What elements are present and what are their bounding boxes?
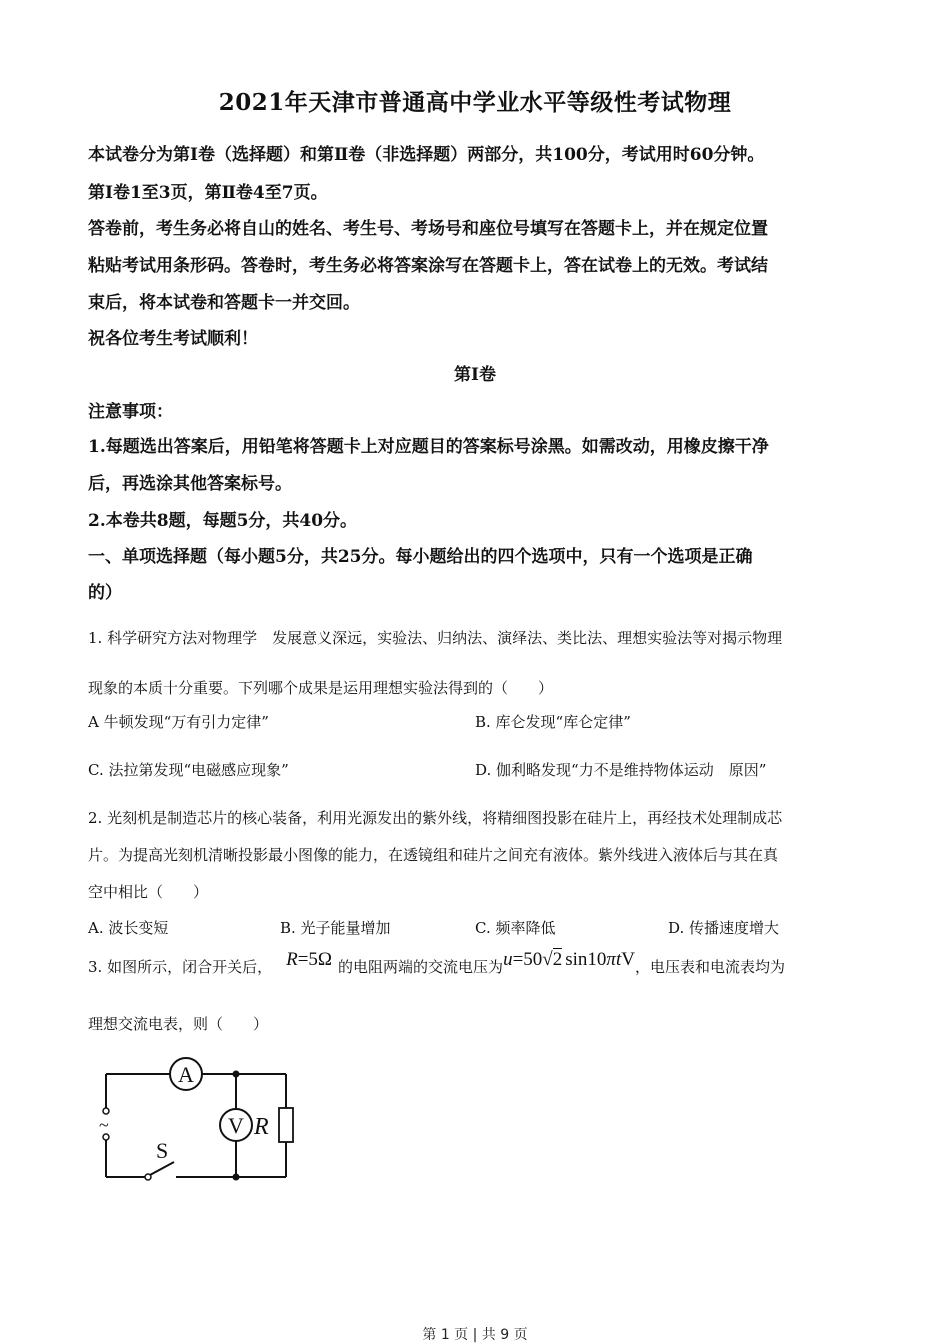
notes-line: 后，再选涂其他答案标号。: [88, 474, 292, 494]
intro-line: 第Ⅰ卷1至3页，第Ⅱ卷4至7页。: [88, 183, 328, 203]
question-3-text-b: 的电阻两端的交流电压为: [338, 958, 504, 976]
intro-line: 答卷前，考生务必将自山的姓名、考生号、考场号和座位号填写在答题卡上，并在规定位置: [88, 219, 768, 239]
voltage-var: u: [503, 949, 513, 970]
section-title: 第Ⅰ卷: [454, 365, 496, 385]
resistance-var: R: [286, 949, 298, 970]
intro-line: 本试卷分为第Ⅰ卷（选择题）和第Ⅱ卷（非选择题）两部分，共100分，考试用时60分钟。: [88, 145, 765, 165]
intro-line: 束后，将本试卷和答题卡一并交回。: [88, 293, 360, 313]
voltmeter-label: V: [228, 1113, 244, 1138]
question-2-text: 片。为提高光刻机清晰投影最小图像的能力，在透镜组和硅片之间充有液体。紫外线进入液体后与其在真: [88, 846, 779, 864]
question-2-option-b[interactable]: B. 光子能量增加: [280, 919, 391, 937]
page-title: 2021年天津市普通高中学业水平等级性考试物理: [218, 89, 732, 116]
ac-source-icon: ~: [99, 1115, 109, 1135]
voltage-pi: π: [606, 949, 616, 970]
question-2-option-d[interactable]: D. 传播速度增大: [668, 919, 780, 937]
question-3-text-c: ，电压表和电流表均为: [634, 958, 785, 976]
question-3-text-a: 3. 如图所示，闭合开关后，: [88, 958, 273, 976]
question-1-option-b[interactable]: B. 库仑发现“库仑定律”: [475, 713, 631, 731]
intro-line: 粘贴考试用条形码。答卷时，考生务必将答案涂写在答题卡上，答在试卷上的无效。考试结: [88, 256, 768, 276]
voltage-unit: V: [621, 949, 635, 970]
question-1-option-a[interactable]: A 牛顿发现“万有引力定律”: [88, 713, 269, 731]
question-2-text: 2. 光刻机是制造芯片的核心装备，利用光源发出的紫外线，将精细图投影在硅片上，再经技术处理制成芯: [88, 809, 783, 827]
question-1-text: 现象的本质十分重要。下列哪个成果是运用理想实验法得到的（ ）: [88, 679, 554, 697]
resistance-val: =5Ω: [297, 949, 333, 970]
question-3-text: [88, 949, 785, 977]
question-1-text: 1. 科学研究方法对物理学 发展意义深远，实验法、归纳法、演绎法、类比法、理想实验法等对揭示物理: [88, 629, 783, 647]
voltage-formula: [503, 949, 635, 971]
ammeter-label: A: [178, 1062, 194, 1087]
question-2-option-a[interactable]: A. 波长变短: [88, 919, 169, 937]
notes-line: 1.每题选出答案后，用铅笔将答题卡上对应题目的答案标号涂黑。如需改动，用橡皮擦干净: [88, 437, 769, 457]
voltage-coef: =50: [512, 949, 543, 970]
part-heading: 的）: [88, 583, 122, 603]
page-footer: 第 1 页 | 共 9 页: [422, 1327, 528, 1343]
switch-label: S: [156, 1138, 169, 1163]
part-heading: 一、单项选择题（每小题5分，共25分。每小题给出的四个选项中，只有一个选项是正确: [88, 547, 753, 567]
resistor-label: R: [254, 1114, 269, 1140]
voltage-sin: sin10: [565, 949, 607, 970]
sqrt-symbol: √: [542, 949, 553, 970]
question-2-text: 空中相比（ ）: [88, 883, 209, 901]
question-1-option-c[interactable]: C. 法拉第发现“电磁感应现象”: [88, 761, 289, 779]
question-3-text: 理想交流电表，则（ ）: [88, 1015, 269, 1033]
notes-heading: 注意事项：: [88, 402, 173, 422]
question-1-option-d[interactable]: D. 伽利略发现“力不是维持物体运动 原因”: [475, 761, 767, 779]
resistance-formula: [286, 949, 332, 971]
intro-line: 祝各位考生考试顺利！: [88, 329, 258, 349]
circuit-diagram: [90, 1050, 310, 1190]
notes-line: 2.本卷共8题，每题5分，共40分。: [88, 511, 358, 531]
voltage-t: t: [615, 949, 622, 970]
sqrt-value: 2: [552, 949, 563, 970]
question-2-option-c[interactable]: C. 频率降低: [475, 919, 556, 937]
